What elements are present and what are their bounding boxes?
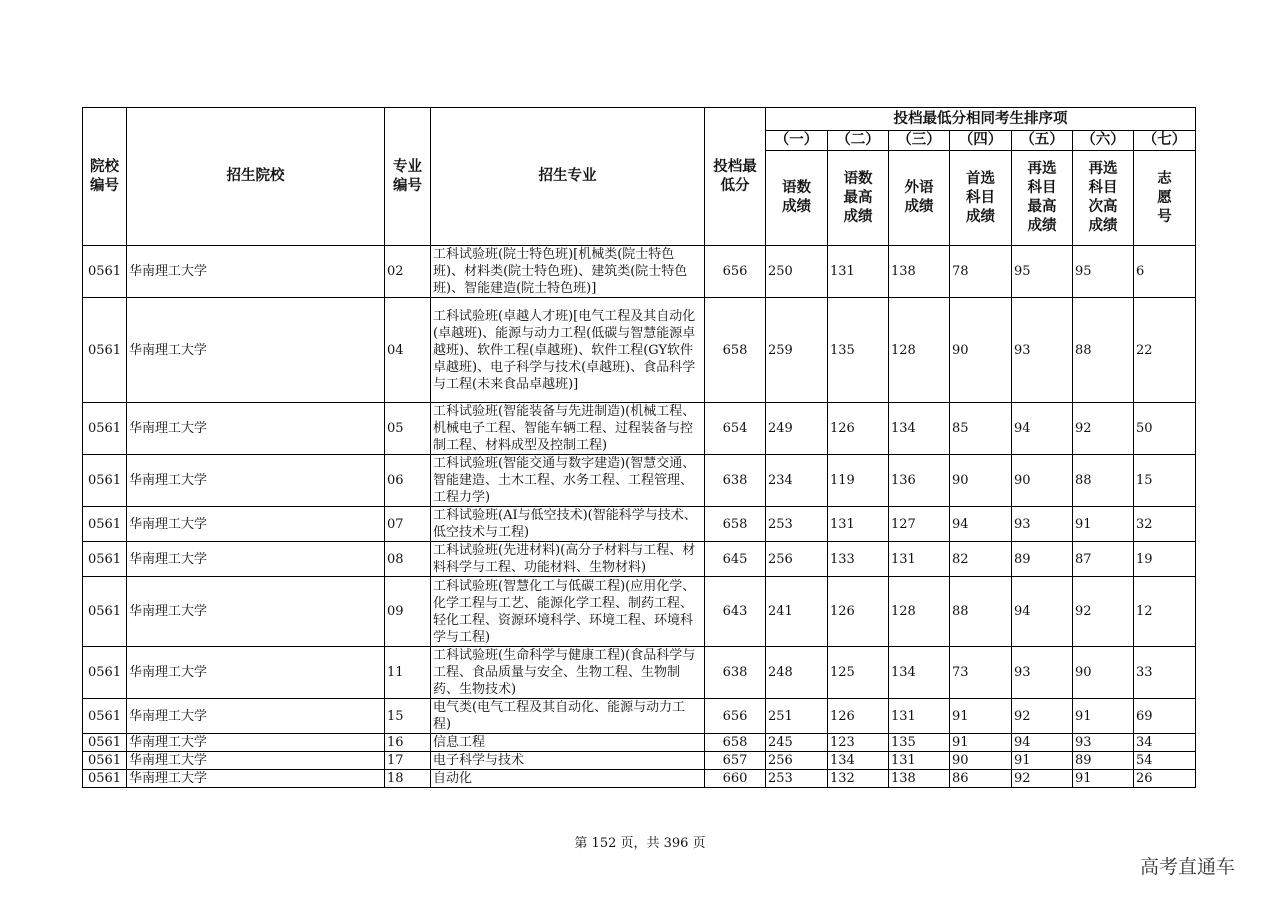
major-code-cell: 02	[385, 246, 431, 298]
header-order-2: （二）	[828, 131, 889, 151]
header-tiebreak-3: 外语成绩	[889, 151, 950, 246]
tiebreak-cell-3: 128	[889, 298, 950, 403]
table-row	[83, 752, 1196, 770]
major-name-cell: 工科试验班(先进材料)(高分子材料与工程、材料科学与工程、功能材料、生物材料)	[431, 542, 705, 577]
tiebreak-cell-2: 135	[828, 298, 889, 403]
school-name-cell: 华南理工大学	[127, 752, 385, 770]
major-name-cell: 工科试验班(智慧化工与低碳工程)(应用化学、化学工程与工艺、能源化学工程、制药工程、轻化工程、资源环境科学、环境工程、环境科学与工程)	[431, 577, 705, 647]
school-code-cell: 0561	[83, 577, 127, 647]
major-code-cell: 11	[385, 647, 431, 699]
major-code-cell: 15	[385, 699, 431, 734]
major-code-cell: 04	[385, 298, 431, 403]
table-row	[83, 770, 1196, 788]
min-score-cell: 656	[705, 699, 766, 734]
tiebreak-cell-5: 93	[1012, 298, 1073, 403]
table-row	[83, 246, 1196, 298]
school-name-cell: 华南理工大学	[127, 542, 385, 577]
table-row	[83, 542, 1196, 577]
tiebreak-cell-7: 19	[1134, 542, 1196, 577]
tiebreak-cell-5: 91	[1012, 752, 1073, 770]
tiebreak-cell-3: 138	[889, 246, 950, 298]
min-score-cell: 638	[705, 647, 766, 699]
tiebreak-cell-5: 95	[1012, 246, 1073, 298]
header-school-code: 院校编号	[83, 108, 127, 246]
tiebreak-cell-5: 94	[1012, 734, 1073, 752]
tiebreak-cell-2: 131	[828, 507, 889, 542]
major-code-cell: 06	[385, 455, 431, 507]
major-code-cell: 08	[385, 542, 431, 577]
tiebreak-cell-7: 32	[1134, 507, 1196, 542]
table-row	[83, 298, 1196, 403]
tiebreak-cell-6: 88	[1073, 298, 1134, 403]
tiebreak-cell-7: 22	[1134, 298, 1196, 403]
table-row	[83, 507, 1196, 542]
tiebreak-cell-3: 135	[889, 734, 950, 752]
major-code-cell: 18	[385, 770, 431, 788]
major-code-cell: 16	[385, 734, 431, 752]
tiebreak-cell-6: 93	[1073, 734, 1134, 752]
header-order-7: （七）	[1134, 131, 1196, 151]
tiebreak-cell-7: 54	[1134, 752, 1196, 770]
header-order-5: （五）	[1012, 131, 1073, 151]
school-name-cell: 华南理工大学	[127, 577, 385, 647]
tiebreak-cell-5: 94	[1012, 577, 1073, 647]
tiebreak-cell-5: 92	[1012, 699, 1073, 734]
tiebreak-cell-2: 126	[828, 577, 889, 647]
tiebreak-cell-5: 94	[1012, 403, 1073, 455]
school-name-cell: 华南理工大学	[127, 699, 385, 734]
major-name-cell: 工科试验班(AI与低空技术)(智能科学与技术、低空技术与工程)	[431, 507, 705, 542]
tiebreak-cell-2: 131	[828, 246, 889, 298]
header-tiebreak-6: 再选科目次高成绩	[1073, 151, 1134, 246]
school-code-cell: 0561	[83, 542, 127, 577]
tiebreak-cell-1: 250	[766, 246, 828, 298]
min-score-cell: 658	[705, 298, 766, 403]
tiebreak-cell-3: 128	[889, 577, 950, 647]
tiebreak-cell-6: 89	[1073, 752, 1134, 770]
header-tiebreak-group: 投档最低分相同考生排序项	[766, 108, 1196, 131]
school-name-cell: 华南理工大学	[127, 734, 385, 752]
tiebreak-cell-1: 241	[766, 577, 828, 647]
tiebreak-cell-6: 87	[1073, 542, 1134, 577]
school-name-cell: 华南理工大学	[127, 647, 385, 699]
major-name-cell: 工科试验班(院士特色班)[机械类(院士特色班)、材料类(院士特色班)、建筑类(院士特色班)、智能建造(院士特色班)]	[431, 246, 705, 298]
tiebreak-cell-3: 131	[889, 699, 950, 734]
tiebreak-cell-2: 125	[828, 647, 889, 699]
header-tiebreak-7: 志愿号	[1134, 151, 1196, 246]
tiebreak-cell-3: 134	[889, 647, 950, 699]
tiebreak-cell-7: 6	[1134, 246, 1196, 298]
min-score-cell: 658	[705, 734, 766, 752]
table-row	[83, 403, 1196, 455]
tiebreak-cell-6: 91	[1073, 507, 1134, 542]
header-order-1: （一）	[766, 131, 828, 151]
tiebreak-cell-1: 253	[766, 507, 828, 542]
tiebreak-cell-6: 95	[1073, 246, 1134, 298]
school-name-cell: 华南理工大学	[127, 403, 385, 455]
min-score-cell: 656	[705, 246, 766, 298]
school-code-cell: 0561	[83, 507, 127, 542]
table-row	[83, 455, 1196, 507]
tiebreak-cell-1: 256	[766, 752, 828, 770]
tiebreak-cell-1: 256	[766, 542, 828, 577]
school-code-cell: 0561	[83, 734, 127, 752]
tiebreak-cell-7: 12	[1134, 577, 1196, 647]
school-code-cell: 0561	[83, 455, 127, 507]
tiebreak-cell-6: 92	[1073, 577, 1134, 647]
school-code-cell: 0561	[83, 647, 127, 699]
tiebreak-cell-5: 89	[1012, 542, 1073, 577]
table-row	[83, 699, 1196, 734]
school-code-cell: 0561	[83, 752, 127, 770]
tiebreak-cell-7: 34	[1134, 734, 1196, 752]
tiebreak-cell-7: 50	[1134, 403, 1196, 455]
tiebreak-cell-1: 249	[766, 403, 828, 455]
tiebreak-cell-5: 92	[1012, 770, 1073, 788]
table-row	[83, 734, 1196, 752]
header-row-1	[83, 108, 1196, 131]
tiebreak-cell-3: 131	[889, 752, 950, 770]
major-name-cell: 工科试验班(智能交通与数字建造)(智慧交通、智能建造、土木工程、水务工程、工程管理、工程力学)	[431, 455, 705, 507]
header-tiebreak-4: 首选科目成绩	[950, 151, 1012, 246]
major-name-cell: 电子科学与技术	[431, 752, 705, 770]
tiebreak-cell-3: 134	[889, 403, 950, 455]
header-tiebreak-5: 再选科目最高成绩	[1012, 151, 1073, 246]
tiebreak-cell-2: 133	[828, 542, 889, 577]
school-name-cell: 华南理工大学	[127, 246, 385, 298]
min-score-cell: 645	[705, 542, 766, 577]
tiebreak-cell-4: 82	[950, 542, 1012, 577]
major-name-cell: 工科试验班(卓越人才班)[电气工程及其自动化(卓越班)、能源与动力工程(低碳与智慧能源卓越班)、软件工程(卓越班)、软件工程(GY软件卓越班)、电子科学与技术(卓越班)、食品科学与工程(未来食品卓越班)]	[431, 298, 705, 403]
tiebreak-cell-2: 132	[828, 770, 889, 788]
tiebreak-cell-5: 93	[1012, 647, 1073, 699]
tiebreak-cell-4: 90	[950, 455, 1012, 507]
tiebreak-cell-5: 93	[1012, 507, 1073, 542]
tiebreak-cell-6: 88	[1073, 455, 1134, 507]
min-score-cell: 658	[705, 507, 766, 542]
tiebreak-cell-7: 33	[1134, 647, 1196, 699]
header-major-code: 专业编号	[385, 108, 431, 246]
tiebreak-cell-4: 94	[950, 507, 1012, 542]
admission-table	[82, 107, 1196, 788]
major-code-cell: 17	[385, 752, 431, 770]
page-number: 第 152 页，共 396 页	[574, 836, 706, 851]
school-code-cell: 0561	[83, 403, 127, 455]
header-tiebreak-1: 语数成绩	[766, 151, 828, 246]
tiebreak-cell-6: 91	[1073, 770, 1134, 788]
header-order-4: （四）	[950, 131, 1012, 151]
school-code-cell: 0561	[83, 770, 127, 788]
tiebreak-cell-4: 91	[950, 699, 1012, 734]
tiebreak-cell-4: 88	[950, 577, 1012, 647]
tiebreak-cell-7: 15	[1134, 455, 1196, 507]
tiebreak-cell-1: 253	[766, 770, 828, 788]
tiebreak-cell-3: 131	[889, 542, 950, 577]
tiebreak-cell-7: 26	[1134, 770, 1196, 788]
major-code-cell: 09	[385, 577, 431, 647]
header-min-score: 投档最低分	[705, 108, 766, 246]
tiebreak-cell-2: 123	[828, 734, 889, 752]
tiebreak-cell-2: 134	[828, 752, 889, 770]
tiebreak-cell-3: 127	[889, 507, 950, 542]
min-score-cell: 638	[705, 455, 766, 507]
major-name-cell: 电气类(电气工程及其自动化、能源与动力工程)	[431, 699, 705, 734]
school-code-cell: 0561	[83, 298, 127, 403]
school-name-cell: 华南理工大学	[127, 298, 385, 403]
min-score-cell: 660	[705, 770, 766, 788]
tiebreak-cell-5: 90	[1012, 455, 1073, 507]
tiebreak-cell-1: 248	[766, 647, 828, 699]
watermark-text: 高考直通车	[1140, 856, 1236, 878]
tiebreak-cell-4: 85	[950, 403, 1012, 455]
major-code-cell: 05	[385, 403, 431, 455]
major-code-cell: 07	[385, 507, 431, 542]
tiebreak-cell-3: 138	[889, 770, 950, 788]
tiebreak-cell-1: 245	[766, 734, 828, 752]
major-name-cell: 工科试验班(智能装备与先进制造)(机械工程、机械电子工程、智能车辆工程、过程装备与控制工程、材料成型及控制工程)	[431, 403, 705, 455]
header-tiebreak-2: 语数最高成绩	[828, 151, 889, 246]
tiebreak-cell-4: 91	[950, 734, 1012, 752]
tiebreak-cell-4: 78	[950, 246, 1012, 298]
tiebreak-cell-4: 73	[950, 647, 1012, 699]
min-score-cell: 657	[705, 752, 766, 770]
school-name-cell: 华南理工大学	[127, 507, 385, 542]
tiebreak-cell-2: 126	[828, 403, 889, 455]
tiebreak-cell-4: 90	[950, 752, 1012, 770]
tiebreak-cell-4: 90	[950, 298, 1012, 403]
major-name-cell: 信息工程	[431, 734, 705, 752]
tiebreak-cell-6: 91	[1073, 699, 1134, 734]
min-score-cell: 654	[705, 403, 766, 455]
tiebreak-cell-6: 90	[1073, 647, 1134, 699]
major-name-cell: 自动化	[431, 770, 705, 788]
table-row	[83, 577, 1196, 647]
major-name-cell: 工科试验班(生命科学与健康工程)(食品科学与工程、食品质量与安全、生物工程、生物制药、生物技术)	[431, 647, 705, 699]
school-name-cell: 华南理工大学	[127, 770, 385, 788]
header-school-name: 招生院校	[127, 108, 385, 246]
tiebreak-cell-2: 119	[828, 455, 889, 507]
tiebreak-cell-1: 259	[766, 298, 828, 403]
min-score-cell: 643	[705, 577, 766, 647]
header-major-name: 招生专业	[431, 108, 705, 246]
school-name-cell: 华南理工大学	[127, 455, 385, 507]
tiebreak-cell-4: 86	[950, 770, 1012, 788]
tiebreak-cell-1: 251	[766, 699, 828, 734]
tiebreak-cell-3: 136	[889, 455, 950, 507]
tiebreak-cell-7: 69	[1134, 699, 1196, 734]
tiebreak-cell-2: 126	[828, 699, 889, 734]
tiebreak-cell-6: 92	[1073, 403, 1134, 455]
school-code-cell: 0561	[83, 246, 127, 298]
school-code-cell: 0561	[83, 699, 127, 734]
table-row	[83, 647, 1196, 699]
header-order-6: （六）	[1073, 131, 1134, 151]
header-order-3: （三）	[889, 131, 950, 151]
tiebreak-cell-1: 234	[766, 455, 828, 507]
